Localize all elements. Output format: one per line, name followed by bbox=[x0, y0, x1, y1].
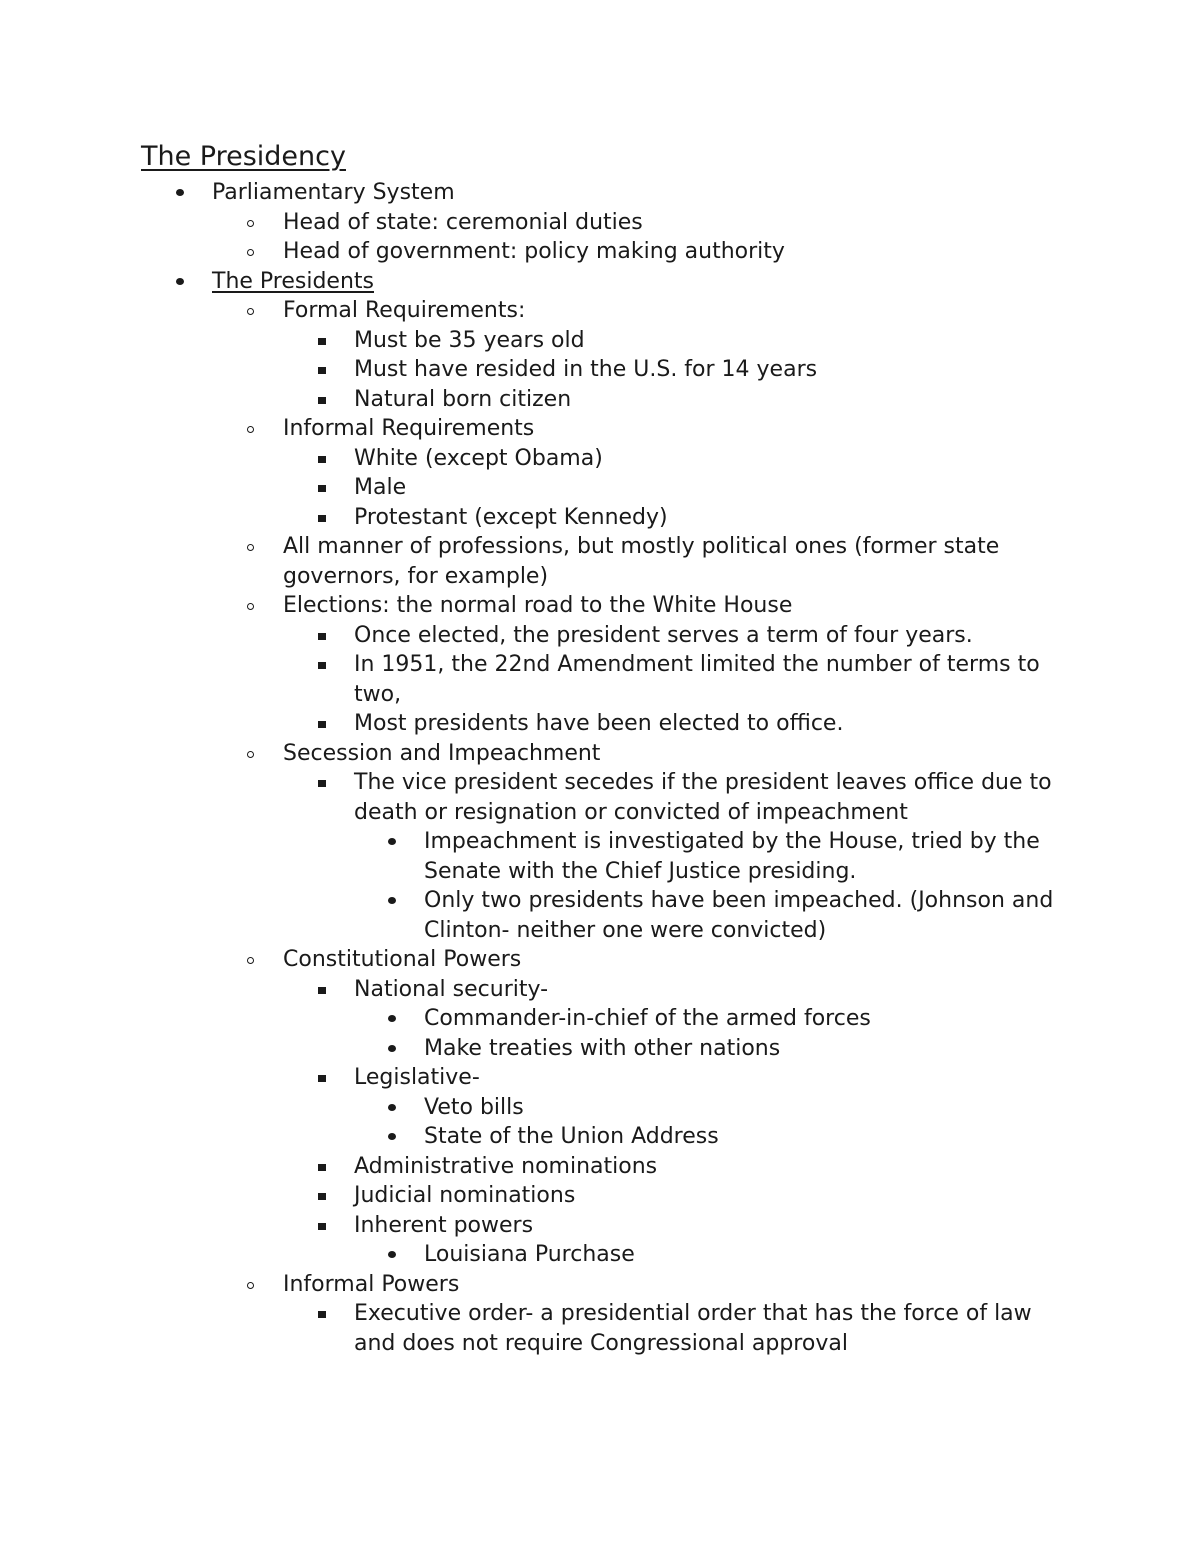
outline-item-text: Administrative nominations bbox=[354, 1153, 658, 1179]
outline-item bbox=[424, 1093, 1064, 1123]
bullet-circle-icon bbox=[247, 751, 254, 758]
outline-item-text: Natural born citizen bbox=[354, 386, 572, 412]
bullet-square-icon bbox=[318, 1223, 326, 1230]
outline-item bbox=[283, 591, 1023, 621]
outline-item bbox=[354, 1211, 1054, 1241]
bullet-dot-icon bbox=[388, 1045, 396, 1052]
outline-item-text: Must have resided in the U.S. for 14 years bbox=[354, 357, 818, 382]
outline-item bbox=[283, 1270, 1023, 1300]
bullet-square-icon bbox=[318, 367, 326, 374]
outline-item bbox=[424, 827, 1064, 886]
bullet-dot-icon bbox=[176, 278, 184, 285]
outline-item bbox=[354, 1063, 1054, 1093]
bullet-circle-icon bbox=[247, 426, 254, 433]
outline-item-text: In 1951, the 22nd Amendment limited the number of terms to two, bbox=[354, 652, 1040, 707]
outline-item bbox=[212, 178, 972, 208]
bullet-square-icon bbox=[318, 515, 326, 522]
bullet-square-icon bbox=[318, 662, 326, 669]
bullet-dot-icon bbox=[388, 1251, 396, 1258]
outline-item-text: Inherent powers bbox=[354, 1212, 534, 1238]
bullet-square-icon bbox=[318, 1311, 326, 1318]
bullet-square-icon bbox=[318, 485, 326, 492]
document-title: The Presidency bbox=[141, 141, 346, 172]
outline-item bbox=[283, 208, 1023, 238]
bullet-square-icon bbox=[318, 1075, 326, 1082]
outline-item bbox=[354, 621, 1054, 651]
outline-item bbox=[354, 1181, 1054, 1211]
outline-item bbox=[354, 1152, 1054, 1182]
bullet-dot-icon bbox=[388, 838, 396, 845]
outline-item-text: Judicial nominations bbox=[354, 1183, 576, 1208]
bullet-square-icon bbox=[318, 987, 326, 994]
outline-item-text: State of the Union Address bbox=[424, 1124, 719, 1149]
outline-item bbox=[424, 1034, 1064, 1064]
outline-item bbox=[354, 444, 1054, 474]
outline-item-text: White (except Obama) bbox=[354, 445, 603, 471]
bullet-dot-icon bbox=[388, 1104, 396, 1111]
outline-list bbox=[0, 178, 1200, 1358]
outline-item-text: Head of government: policy making authority bbox=[283, 239, 785, 264]
outline-item-text: Protestant (except Kennedy) bbox=[354, 504, 668, 530]
outline-item bbox=[354, 355, 1054, 385]
outline-item-text: Head of state: ceremonial duties bbox=[283, 209, 643, 235]
outline-item-text: National security- bbox=[354, 976, 549, 1002]
outline-item-text: Informal Requirements bbox=[283, 416, 535, 441]
outline-item bbox=[283, 414, 1023, 444]
outline-item bbox=[424, 1004, 1064, 1034]
bullet-dot-icon bbox=[388, 897, 396, 904]
outline-item bbox=[354, 385, 1054, 415]
bullet-circle-icon bbox=[247, 603, 254, 610]
outline-item-text: Executive order- a presidential order that has the force of law and does not require Congressional approval bbox=[354, 1301, 1032, 1356]
outline-item-text: Make treaties with other nations bbox=[424, 1035, 781, 1061]
bullet-square-icon bbox=[318, 1164, 326, 1171]
outline-item-text: Louisiana Purchase bbox=[424, 1242, 635, 1267]
bullet-square-icon bbox=[318, 721, 326, 728]
outline-item-text: Must be 35 years old bbox=[354, 327, 585, 353]
outline-item-text: The Presidents bbox=[212, 268, 374, 294]
outline-item-text: Once elected, the president serves a term of four years. bbox=[354, 622, 973, 648]
outline-item-text: Male bbox=[354, 475, 407, 500]
bullet-dot-icon bbox=[388, 1133, 396, 1140]
outline-item-text: Impeachment is investigated by the House, tried by the Senate with the Chief Justice presiding. bbox=[424, 829, 1040, 884]
bullet-square-icon bbox=[318, 338, 326, 345]
outline-item-text: Only two presidents have been impeached. (Johnson and Clinton- neither one were convicted) bbox=[424, 888, 1054, 943]
outline-item-text: Parliamentary System bbox=[212, 180, 455, 205]
outline-item bbox=[354, 473, 1054, 503]
outline-item bbox=[354, 709, 1054, 739]
outline-item-text: Elections: the normal road to the White House bbox=[283, 593, 793, 618]
outline-item bbox=[424, 1122, 1064, 1152]
outline-item bbox=[354, 503, 1054, 533]
outline-item-text: Secession and Impeachment bbox=[283, 740, 601, 766]
outline-item-text: Commander-in-chief of the armed forces bbox=[424, 1006, 871, 1031]
outline-item bbox=[212, 267, 972, 297]
bullet-circle-icon bbox=[247, 249, 254, 256]
outline-item-text: All manner of professions, but mostly political ones (former state governors, for example) bbox=[283, 534, 1000, 589]
outline-item-text: Formal Requirements: bbox=[283, 298, 526, 323]
outline-item bbox=[354, 326, 1054, 356]
outline-item-text: The vice president secedes if the president leaves office due to death or resignation or convicted of impeachment bbox=[354, 770, 1052, 825]
bullet-dot-icon bbox=[176, 189, 184, 196]
bullet-square-icon bbox=[318, 1193, 326, 1200]
bullet-circle-icon bbox=[247, 1282, 254, 1289]
bullet-circle-icon bbox=[247, 220, 254, 227]
bullet-circle-icon bbox=[247, 544, 254, 551]
outline-item bbox=[283, 237, 1023, 267]
bullet-circle-icon bbox=[247, 957, 254, 964]
outline-item bbox=[424, 1240, 1064, 1270]
outline-item bbox=[283, 945, 1023, 975]
outline-item-text: Legislative- bbox=[354, 1065, 480, 1090]
bullet-square-icon bbox=[318, 456, 326, 463]
outline-item-text: Informal Powers bbox=[283, 1271, 460, 1297]
outline-item-text: Constitutional Powers bbox=[283, 947, 522, 972]
outline-item bbox=[283, 532, 1023, 591]
outline-item bbox=[283, 739, 1023, 769]
bullet-dot-icon bbox=[388, 1015, 396, 1022]
bullet-square-icon bbox=[318, 397, 326, 404]
outline-item-text: Veto bills bbox=[424, 1094, 524, 1120]
outline-item bbox=[354, 975, 1054, 1005]
outline-item bbox=[354, 1299, 1054, 1358]
outline-item-text: Most presidents have been elected to office. bbox=[354, 711, 844, 736]
outline-item bbox=[354, 768, 1054, 827]
bullet-circle-icon bbox=[247, 308, 254, 315]
outline-item bbox=[283, 296, 1023, 326]
bullet-square-icon bbox=[318, 633, 326, 640]
bullet-square-icon bbox=[318, 780, 326, 787]
outline-item bbox=[424, 886, 1064, 945]
outline-item bbox=[354, 650, 1054, 709]
